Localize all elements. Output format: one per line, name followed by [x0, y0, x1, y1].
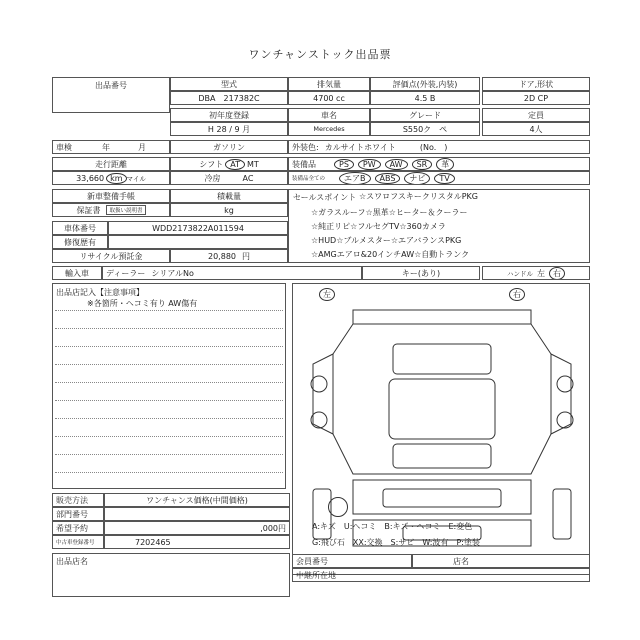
- car-windshield: [393, 344, 491, 374]
- equip-ps: PS: [334, 159, 354, 170]
- inspection-month-label: 月: [138, 142, 146, 152]
- grade-score-label: 評価点(外装,内装): [370, 77, 480, 91]
- import-cell: [102, 266, 362, 280]
- legend-circle: [328, 497, 348, 517]
- shift-label: シフト: [199, 159, 224, 169]
- exterior-color-label: 外装色:: [292, 142, 319, 152]
- notes-line-1: ※各箇所・ヘコミ有り AW傷有: [87, 299, 198, 308]
- handle-label: ハンドル: [507, 269, 533, 278]
- equipment-label: 装備品: [292, 159, 316, 169]
- notes-rule: [55, 310, 283, 311]
- car-top-roof: [353, 310, 531, 324]
- key-cell: [362, 266, 480, 280]
- car-name-label: 車名: [288, 108, 370, 122]
- dealer-value: ディーラー: [106, 268, 146, 278]
- recycle-unit: 円: [242, 251, 250, 261]
- recall-value-cell: [108, 235, 288, 249]
- load-unit: kg: [170, 203, 288, 217]
- key-value: (あり): [417, 268, 441, 278]
- car-roof-panel: [389, 379, 495, 439]
- first-reg-label: 初年度登録: [170, 108, 288, 122]
- car-front-view: [353, 480, 531, 514]
- equip-note: 装備品全ての: [292, 176, 326, 182]
- model-value: DBA 217382C: [170, 91, 288, 105]
- member-label: 会員番号: [292, 554, 412, 568]
- dealer-name-label: 部門番号: [52, 507, 104, 521]
- stock-no-value: 7202465: [104, 535, 290, 549]
- reserve-label: 希望予約: [52, 521, 104, 535]
- grade-value: S550ク ペ: [370, 122, 480, 136]
- mileage-unit-mile: マイル: [126, 174, 146, 183]
- exterior-color-cell: [288, 140, 590, 154]
- selling-point-5: ☆AMGエアロ&20インチAW☆自動トランク: [311, 250, 470, 259]
- serial-value: シリアルNo: [151, 268, 194, 278]
- mileage-unit-km: km: [106, 173, 126, 184]
- handle-cell: [482, 266, 590, 280]
- store-label: 出品店名: [56, 557, 88, 566]
- equip-aw: AW: [385, 159, 408, 170]
- recall-label: 修復歴有: [52, 235, 108, 249]
- color-number: (No. ): [419, 142, 448, 152]
- notes-rule: [55, 454, 283, 455]
- selling-point-4: ☆HUD☆ブルメスター☆エアバランスPKG: [311, 236, 462, 245]
- handle-right: 右: [549, 267, 565, 280]
- load-label: 積載量: [170, 189, 288, 203]
- damage-legend-line-2: G:飛び石 XX:交換 S:サビ W:波有 P:塗装: [312, 538, 480, 547]
- ac-cell: [170, 171, 288, 185]
- capacity-label: 定員: [482, 108, 590, 122]
- notes-rule: [55, 472, 283, 473]
- middle-location-label: 中継所在地: [292, 568, 590, 582]
- handle-left: 左: [537, 268, 545, 278]
- notes-rule: [55, 418, 283, 419]
- equip-leather: 革: [436, 158, 454, 171]
- store-name-label: 店名: [412, 554, 590, 568]
- recycle-label: リサイクル預託金: [52, 249, 170, 263]
- stock-no-label: 中古車登録番号: [52, 535, 104, 549]
- inspection-cell: [52, 140, 170, 154]
- displacement-label: 排気量: [288, 77, 370, 91]
- lot-number-label: 出品番号: [95, 81, 127, 90]
- selling-point-2: ☆ガラスルーフ☆黒革☆ヒーター＆クーラー: [311, 208, 468, 217]
- shift-mt: MT: [246, 159, 259, 169]
- page-title: ワンチャンストック出品票: [248, 48, 392, 61]
- chassis-label: 車体番号: [52, 221, 108, 235]
- equip-tv: TV: [434, 173, 454, 184]
- notes-rule: [55, 364, 283, 365]
- equipment-cell: [288, 157, 590, 171]
- notes-rule: [55, 346, 283, 347]
- inspection-label: 車検: [56, 142, 72, 152]
- door-label: ドア,形状: [482, 77, 590, 91]
- sale-method-label: 販売方法: [52, 493, 104, 507]
- manual-label: 取扱い説明書: [106, 205, 145, 215]
- grade-label: グレード: [370, 108, 480, 122]
- car-name-value: Mercedes: [288, 122, 370, 136]
- sale-method-value: ワンチャンス価格(中間価格): [104, 493, 290, 507]
- notes-rule: [55, 328, 283, 329]
- exterior-color-value: カルサイトホワイト: [324, 142, 396, 152]
- selling-point-3: ☆純正リピ☆フルセグTV☆360カメラ: [311, 222, 446, 231]
- capacity-value: 4人: [482, 122, 590, 136]
- selling-point-1: ☆スワロフスキークリスタルPKG: [359, 192, 478, 201]
- model-label: 型式: [170, 77, 288, 91]
- new-car-label: 新車整備手帳: [52, 189, 170, 203]
- notes-rule: [55, 436, 283, 437]
- equip-pw: PW: [358, 159, 381, 170]
- diagram-right-mark: 右: [509, 288, 525, 301]
- chassis-value: WDD2173822A011594: [108, 221, 288, 235]
- listing-sheet: [52, 77, 590, 597]
- selling-points-label: セールスポイント: [293, 193, 357, 202]
- first-reg-value: H 28 / 9 月: [170, 122, 288, 136]
- ac-value: AC: [242, 173, 254, 183]
- dealer-name-value: [104, 507, 290, 521]
- car-right-side: [551, 354, 571, 434]
- lot-number-cell: [52, 77, 170, 113]
- store-cell: [52, 553, 290, 597]
- door-value: 2D CP: [482, 91, 590, 105]
- fuel-value: ガソリン: [170, 140, 288, 154]
- equip-sr: SR: [412, 159, 433, 170]
- car-grille: [383, 489, 501, 507]
- import-label: 輸入車: [52, 266, 102, 280]
- notes-rule: [55, 400, 283, 401]
- grade-score-value: 4.5 B: [370, 91, 480, 105]
- diagram-left-mark: 左: [319, 288, 335, 301]
- inspection-year-label: 年: [102, 142, 110, 152]
- mileage-label: 走行距離: [52, 157, 170, 171]
- right-mirror: [553, 489, 571, 539]
- reserve-value: ,000円: [104, 521, 290, 535]
- car-left-side: [313, 354, 333, 434]
- mileage-value-cell: [52, 171, 170, 185]
- displacement-value: 4700 cc: [288, 91, 370, 105]
- car-body-outline: [333, 324, 551, 474]
- equip-abs: ABS: [375, 173, 401, 184]
- warranty-cell: [52, 203, 170, 217]
- mileage-value: 33,660: [76, 173, 105, 183]
- shift-cell: [170, 157, 288, 171]
- notes-rule: [55, 382, 283, 383]
- car-rear-window: [393, 444, 491, 468]
- ac-label: 冷房: [204, 173, 221, 183]
- notes-heading: 出品店記入【注意事項】: [56, 288, 144, 297]
- key-label: キー: [401, 268, 418, 278]
- selling-points-box: [288, 189, 590, 263]
- warranty-label: 保証書: [76, 205, 101, 215]
- damage-legend-line-1: A:キズ U:ヘコミ B:キズ・ヘコミ E:変色: [312, 522, 473, 531]
- notes-box: [52, 283, 286, 489]
- recycle-value: 20,880: [208, 251, 236, 261]
- shift-at: AT: [225, 159, 245, 170]
- equip-airbag: エアB: [339, 172, 371, 185]
- equipment-cell-2: [288, 171, 590, 185]
- recycle-value-cell: [170, 249, 288, 263]
- equip-navi: ナビ: [404, 172, 430, 185]
